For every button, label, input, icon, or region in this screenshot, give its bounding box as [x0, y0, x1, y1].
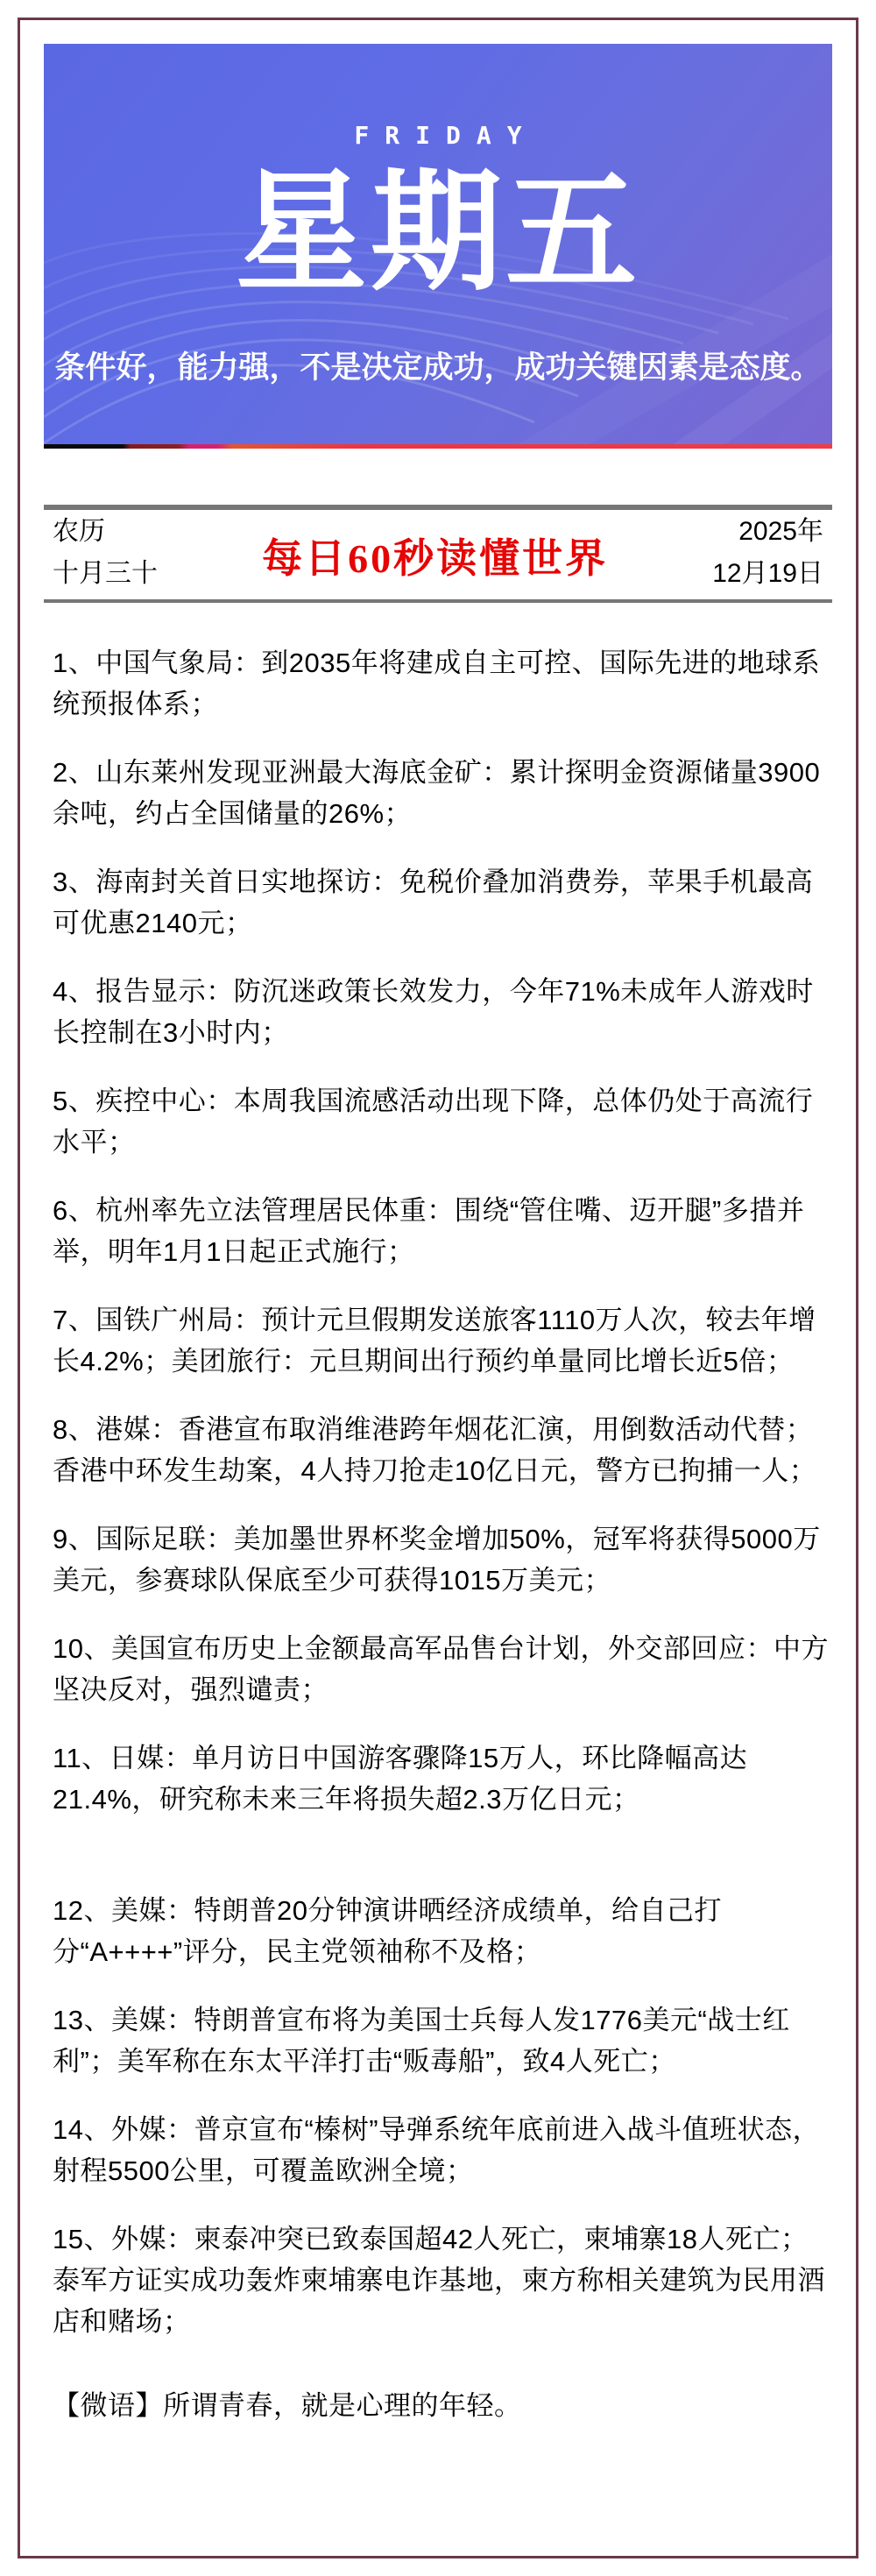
news-item: 8、港媒：香港宣布取消维港跨年烟花汇演，用倒数活动代替；香港中环发生劫案，4人持刀抢走10亿日元，警方已拘捕一人；: [53, 1414, 817, 1486]
daily-quote: 条件好，能力强，不是决定成功，成功关键因素是态度。: [54, 350, 822, 385]
news-item: 9、国际足联：美加墨世界杯奖金增加50%，冠军将获得5000万美元，参赛球队保底至少可获得1015万美元；: [53, 1524, 821, 1596]
weiyu-footer: 【微语】所谓青春，就是心理的年轻。: [53, 2390, 522, 2421]
news-item: 1、中国气象局：到2035年将建成自主可控、国际先进的地球系统预报体系；: [53, 648, 821, 719]
gregorian-date-block: [712, 511, 823, 595]
date-label: 12月19日: [712, 559, 823, 588]
rainbow-stripe: [44, 444, 832, 449]
news-item: 15、外媒：柬泰冲突已致泰国超42人死亡，柬埔寨18人死亡；泰军方证实成功轰炸柬埔寨电诈基地，柬方称相关建筑为民用酒店和赌场；: [53, 2224, 825, 2337]
news-item: 7、国铁广州局：预计元旦假期发送旅客1110万人次，较去年增长4.2%；美团旅行：元旦期间出行预约单量同比增长近5倍；: [53, 1305, 816, 1376]
news-item: 2、山东莱州发现亚洲最大海底金矿：累计探明金资源储量3900余吨，约占全国储量的26%；: [53, 757, 821, 829]
news-item: 12、美媒：特朗普20分钟演讲晒经济成绩单，给自己打分“A++++”评分，民主党领袖称不及格；: [53, 1895, 722, 1967]
news-item: 3、海南封关首日实地探访：免税价叠加消费券，苹果手机最高可优惠2140元；: [53, 867, 814, 938]
news-item: 13、美媒：特朗普宣布将为美国士兵每人发1776美元“战士红利”；美军称在东太平洋打击“贩毒船”，致4人死亡；: [53, 2005, 790, 2077]
bottom-rule: [44, 599, 832, 603]
year-label: 2025年: [738, 517, 823, 546]
hero-banner: [44, 44, 832, 449]
date-bar: [44, 505, 832, 603]
news-item: 10、美国宣布历史上金额最高军品售台计划，外交部回应：中方坚决反对，强烈谴责；: [53, 1633, 829, 1705]
news-list: [53, 642, 829, 2426]
lunar-date-block: [53, 511, 158, 595]
news-item: 4、报告显示：防沉迷政策长效发力，今年71%未成年人游戏时长控制在3小时内；: [53, 976, 814, 1048]
lunar-date: 十月三十: [53, 559, 158, 588]
weekday-english-label: FRIDAY: [354, 121, 538, 150]
lunar-label: 农历: [53, 517, 105, 546]
news-item: 11、日媒：单月访日中国游客骤降15万人，环比降幅高达21.4%，研究称未来三年将损失超2.3万亿日元；: [53, 1743, 748, 1815]
news-item: 6、杭州率先立法管理居民体重：围绕“管住嘴、迈开腿”多措并举，明年1月1日起正式施行；: [53, 1195, 805, 1267]
news-item: 5、疾控中心：本周我国流感活动出现下降，总体仍处于高流行水平；: [53, 1086, 814, 1157]
weekday-title: 星期五: [235, 155, 640, 309]
page-title: 每日60秒读懂世界: [262, 536, 609, 581]
news-item: 14、外媒：普京宣布“榛树”导弹系统年底前进入战斗值班状态，射程5500公里，可覆盖欧洲全境；: [53, 2114, 821, 2186]
